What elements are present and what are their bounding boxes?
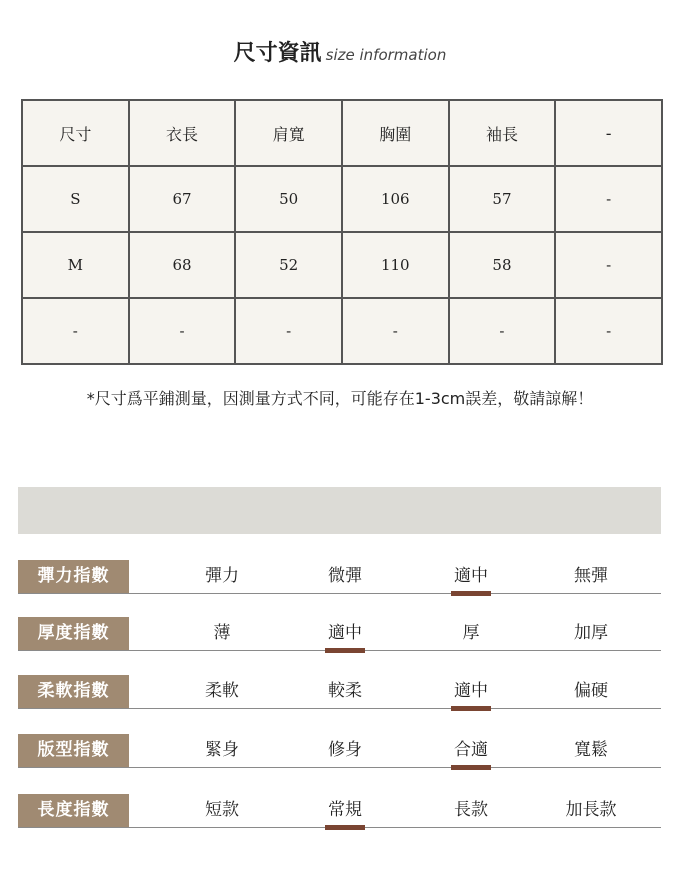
index-option [182, 675, 262, 708]
index-option-label: 厚 [462, 623, 480, 643]
index-option-label: 加長款 [565, 800, 617, 820]
table-cell: 67 [129, 166, 236, 232]
page-title [0, 36, 680, 67]
table-cell: 106 [342, 166, 449, 232]
index-option-label: 較柔 [328, 681, 362, 701]
index-label: 厚度指數 [18, 617, 129, 650]
index-option-selected [305, 617, 385, 650]
table-cell: 58 [449, 232, 556, 298]
index-option-label: 偏硬 [574, 681, 608, 701]
section-divider-band [18, 487, 661, 534]
title-main: 尺寸資訊 [233, 41, 322, 66]
size-table [21, 99, 663, 365]
index-option [551, 675, 631, 708]
table-header-cell: - [555, 100, 662, 166]
table-header-row [22, 100, 662, 166]
index-option [182, 560, 262, 593]
index-label: 柔軟指數 [18, 675, 129, 708]
table-header-cell: 衣長 [129, 100, 236, 166]
index-label: 版型指數 [18, 734, 129, 767]
index-option [551, 560, 631, 593]
table-row [22, 298, 662, 364]
selected-indicator-bar [451, 765, 491, 770]
table-cell: 50 [235, 166, 342, 232]
table-cell: M [22, 232, 129, 298]
table-cell: - [555, 298, 662, 364]
table-row [22, 166, 662, 232]
index-row [18, 560, 661, 594]
index-option [305, 734, 385, 767]
index-option [182, 617, 262, 650]
index-option [551, 617, 631, 650]
index-option [305, 560, 385, 593]
index-option-label: 加厚 [574, 623, 608, 643]
table-cell: - [129, 298, 236, 364]
index-option-label: 緊身 [205, 740, 239, 760]
table-header-cell: 胸圍 [342, 100, 449, 166]
table-header-cell: 尺寸 [22, 100, 129, 166]
index-option-label: 彈力 [205, 566, 239, 586]
table-cell: - [449, 298, 556, 364]
table-cell: - [22, 298, 129, 364]
index-option-label: 適中 [454, 681, 488, 701]
table-cell: - [342, 298, 449, 364]
index-option-label: 寬鬆 [574, 740, 608, 760]
table-cell: 68 [129, 232, 236, 298]
index-option [551, 734, 631, 767]
table-header-cell: 袖長 [449, 100, 556, 166]
table-cell: S [22, 166, 129, 232]
index-label: 彈力指數 [18, 560, 129, 593]
index-option-label: 常規 [328, 800, 362, 820]
index-option-selected [431, 675, 511, 708]
index-option [431, 617, 511, 650]
index-option-label: 長款 [454, 800, 488, 820]
index-option-label: 適中 [454, 566, 488, 586]
table-cell: 52 [235, 232, 342, 298]
selected-indicator-bar [325, 825, 365, 830]
index-option-label: 修身 [328, 740, 362, 760]
index-row [18, 617, 661, 651]
table-cell: 110 [342, 232, 449, 298]
measurement-note: *尺寸爲平鋪測量，因測量方式不同，可能存在1-3cm誤差，敬請諒解！ [86, 389, 594, 408]
table-cell: - [555, 166, 662, 232]
table-cell: - [235, 298, 342, 364]
selected-indicator-bar [325, 648, 365, 653]
index-option [431, 794, 511, 827]
index-option [182, 794, 262, 827]
title-sub: size information [325, 46, 447, 64]
index-row [18, 794, 661, 828]
index-option-label: 微彈 [328, 566, 362, 586]
table-cell: - [555, 232, 662, 298]
table-cell: 57 [449, 166, 556, 232]
index-row [18, 675, 661, 709]
table-header-cell: 肩寬 [235, 100, 342, 166]
selected-indicator-bar [451, 706, 491, 711]
index-option [182, 734, 262, 767]
selected-indicator-bar [451, 591, 491, 596]
index-option-label: 薄 [213, 623, 231, 643]
table-row [22, 232, 662, 298]
index-option-selected [305, 794, 385, 827]
index-option-label: 合適 [454, 740, 488, 760]
index-row [18, 734, 661, 768]
index-option-label: 柔軟 [205, 681, 239, 701]
index-option-label: 適中 [328, 623, 362, 643]
index-option-selected [431, 734, 511, 767]
index-option-selected [431, 560, 511, 593]
index-option-label: 短款 [205, 800, 239, 820]
index-option-label: 無彈 [574, 566, 608, 586]
index-option [305, 675, 385, 708]
index-option [551, 794, 631, 827]
index-label: 長度指數 [18, 794, 129, 827]
